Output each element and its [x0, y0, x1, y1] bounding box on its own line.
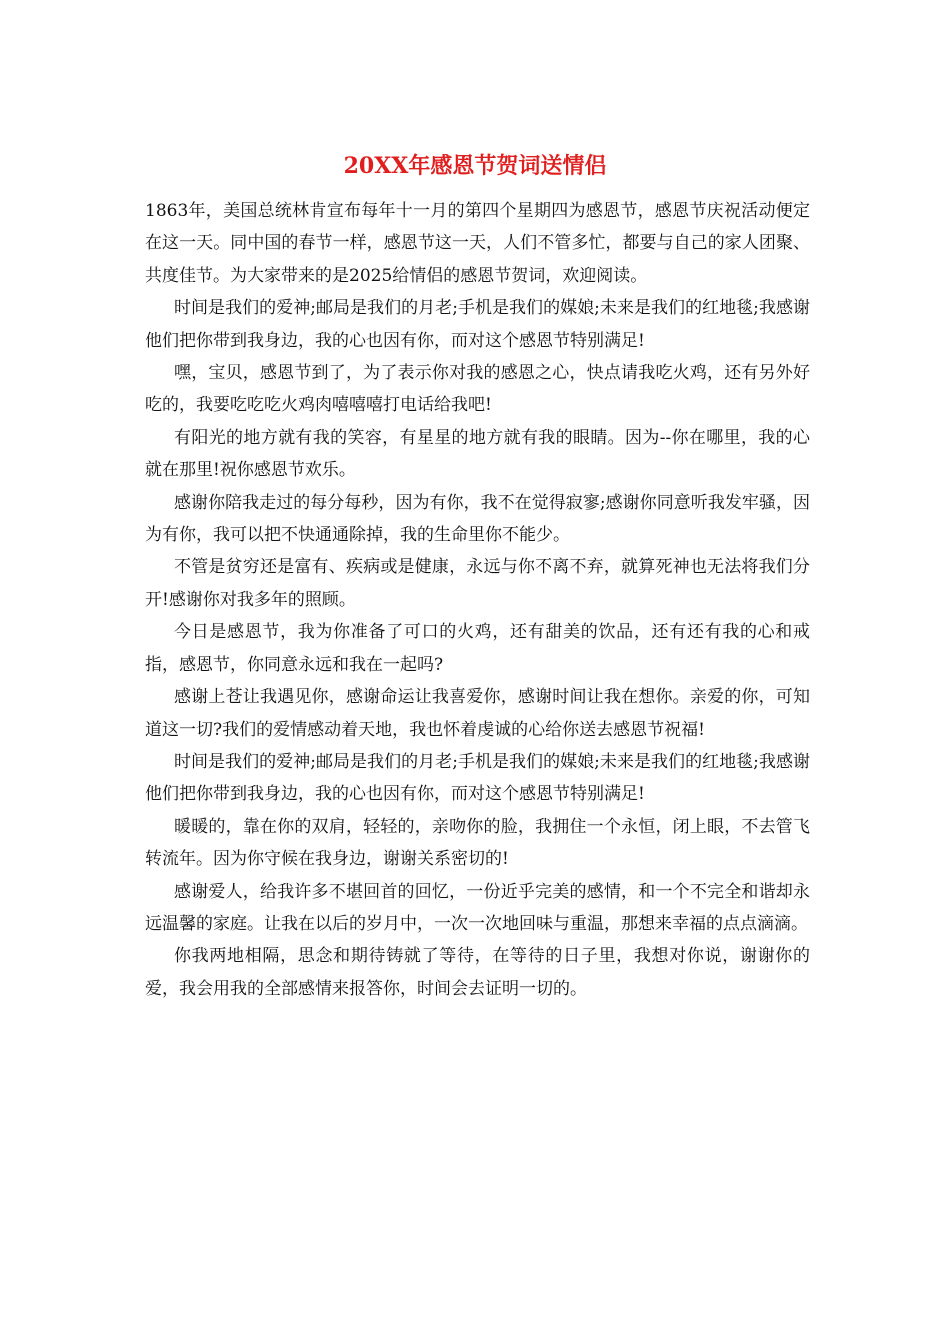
paragraph: 感谢爱人，给我许多不堪回首的回忆，一份近乎完美的感情，和一个不完全和谐却永远温馨的家庭。让我在以后的岁月中，一次一次地回味与重温，那想来幸福的点点滴滴。	[145, 881, 810, 934]
paragraph: 你我两地相隔，思念和期待铸就了等待，在等待的日子里，我想对你说，谢谢你的爱，我会用我的全部感情来报答你，时间会去证明一切的。	[145, 946, 810, 999]
paragraph: 嘿，宝贝，感恩节到了，为了表示你对我的感恩之心，快点请我吃火鸡，还有另外好吃的，我要吃吃吃火鸡肉嘻嘻嘻打电话给我吧!	[145, 363, 810, 416]
paragraph: 今日是感恩节，我为你准备了可口的火鸡，还有甜美的饮品，还有还有我的心和戒指，感恩节，你同意永远和我在一起吗?	[145, 622, 810, 675]
paragraph: 感谢你陪我走过的每分每秒，因为有你，我不在觉得寂寥;感谢你同意听我发牢骚，因为有你，我可以把不快通通除掉，我的生命里你不能少。	[145, 492, 810, 546]
paragraph: 感谢上苍让我遇见你，感谢命运让我喜爱你，感谢时间让我在想你。亲爱的你，可知道这一切?我们的爱情感动着天地，我也怀着虔诚的心给你送去感恩节祝福!	[145, 687, 810, 740]
paragraph: 时间是我们的爱神;邮局是我们的月老;手机是我们的媒娘;未来是我们的红地毯;我感谢他们把你带到我身边，我的心也因有你，而对这个感恩节特别满足!	[145, 751, 810, 805]
paragraph-intro: 1863年，美国总统林肯宣布每年十一月的第四个星期四为感恩节，感恩节庆祝活动便定在这一天。同中国的春节一样，感恩节这一天，人们不管多忙，都要与自己的家人团聚、共度佳节。为大家带来的是2025给情侣的感恩节贺词，欢迎阅读。	[145, 201, 810, 286]
document-title: 20XX年感恩节贺词送情侣	[343, 153, 607, 179]
document-body	[145, 195, 810, 1005]
paragraph: 有阳光的地方就有我的笑容，有星星的地方就有我的眼睛。因为--你在哪里，我的心就在那里!祝你感恩节欢乐。	[145, 427, 810, 481]
paragraph: 时间是我们的爱神;邮局是我们的月老;手机是我们的媒娘;未来是我们的红地毯;我感谢他们把你带到我身边，我的心也因有你，而对这个感恩节特别满足!	[145, 298, 810, 351]
paragraph: 暖暖的，靠在你的双肩，轻轻的，亲吻你的脸，我拥住一个永恒，闭上眼，不去管飞转流年。因为你守候在我身边，谢谢关系密切的!	[145, 816, 810, 870]
paragraph: 不管是贫穷还是富有、疾病或是健康，永远与你不离不弃，就算死神也无法将我们分开!感谢你对我多年的照顾。	[145, 557, 810, 610]
